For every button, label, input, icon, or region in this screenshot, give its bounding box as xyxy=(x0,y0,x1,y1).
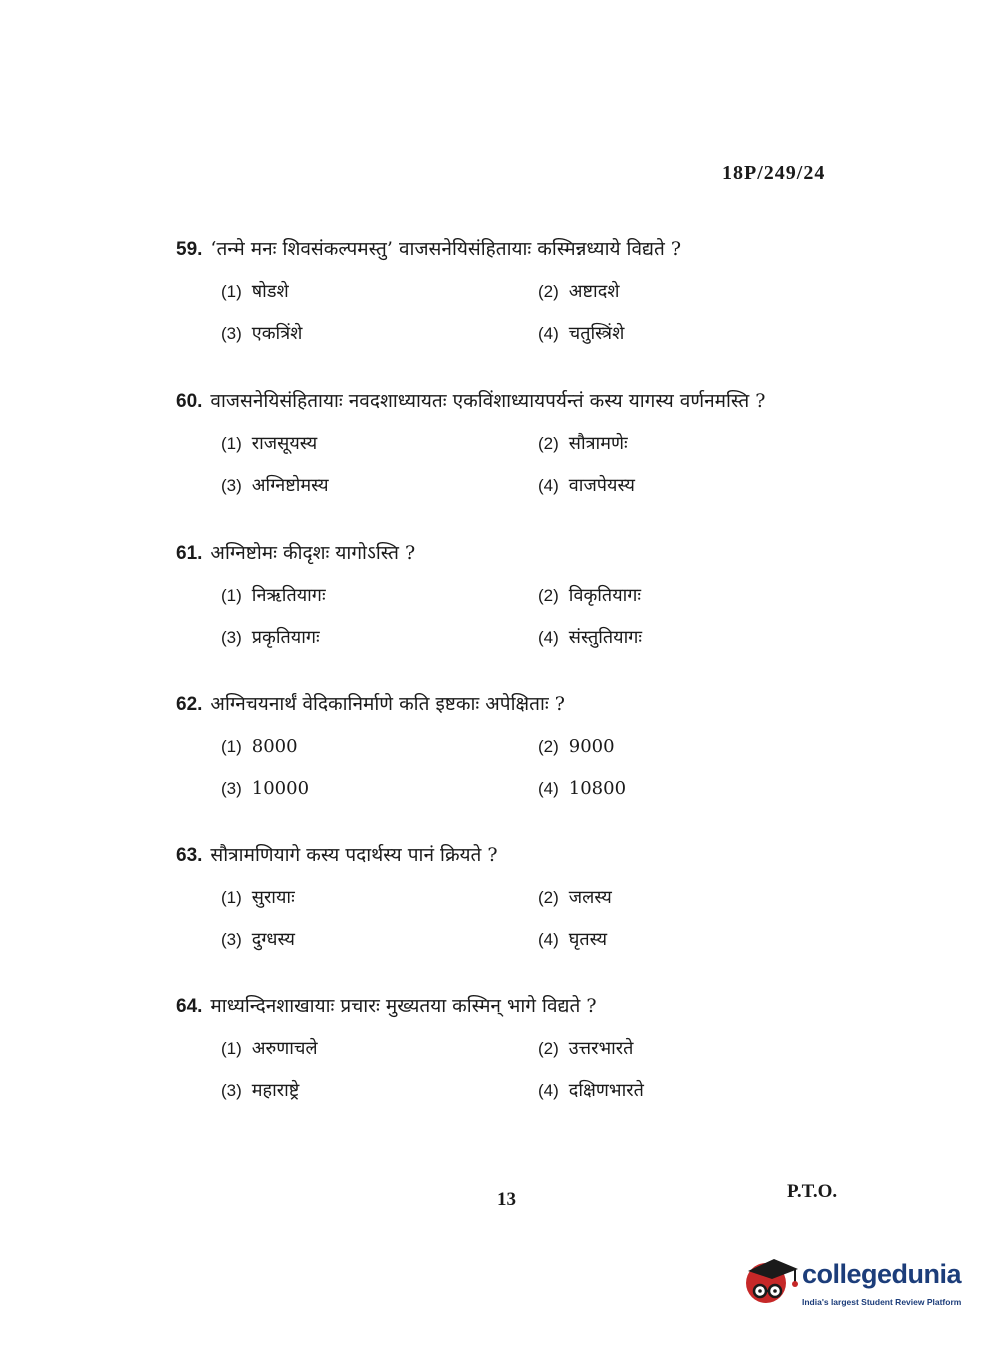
question-stem: अग्निचयनार्थं वेदिकानिर्माणे कति इष्टकाः अपेक्षिताः ? xyxy=(210,693,565,715)
question-text xyxy=(176,691,876,718)
option-text: षोडशे xyxy=(251,281,289,302)
option-4 xyxy=(538,473,635,499)
option-number: (4) xyxy=(538,930,559,949)
option-1 xyxy=(221,279,289,305)
option-row xyxy=(176,927,876,953)
option-text: घृतस्य xyxy=(568,929,608,950)
option-number: (1) xyxy=(221,282,242,301)
option-text: निऋतियागः xyxy=(251,585,326,606)
option-text: विकृतियागः xyxy=(568,585,642,606)
option-1 xyxy=(221,885,295,911)
option-text: सुरायाः xyxy=(251,887,295,908)
option-text: संस्तुतियागः xyxy=(568,627,643,648)
question-stem: वाजसनेयिसंहितायाः नवदशाध्यायतः एकविंशाध्यायपर्यन्तं कस्य यागस्य वर्णनमस्ति ? xyxy=(210,390,766,412)
option-text: 10800 xyxy=(568,778,627,799)
option-number: (1) xyxy=(221,888,242,907)
option-text: अरुणाचले xyxy=(251,1038,318,1059)
option-2 xyxy=(538,1036,633,1062)
page-number: 13 xyxy=(497,1189,516,1210)
option-1 xyxy=(221,583,326,609)
option-4 xyxy=(538,776,626,802)
option-4 xyxy=(538,625,642,651)
option-text: एकत्रिंशे xyxy=(251,323,303,344)
question-number: 59. xyxy=(176,239,203,260)
question-number: 61. xyxy=(176,543,203,564)
question-59 xyxy=(176,236,876,347)
option-row xyxy=(176,431,876,457)
option-text: महाराष्ट्रे xyxy=(251,1080,300,1101)
question-number: 62. xyxy=(176,694,203,715)
option-number: (2) xyxy=(538,888,559,907)
option-4 xyxy=(538,927,607,953)
question-text xyxy=(176,236,876,263)
option-4 xyxy=(538,321,624,347)
option-number: (1) xyxy=(221,737,242,756)
option-2 xyxy=(538,279,620,305)
option-number: (4) xyxy=(538,628,559,647)
question-text xyxy=(176,842,876,869)
option-number: (3) xyxy=(221,779,242,798)
option-number: (2) xyxy=(538,586,559,605)
option-text: 10000 xyxy=(251,778,310,799)
option-text: प्रकृतियागः xyxy=(251,627,320,648)
option-3 xyxy=(221,1078,299,1104)
pto-label: P.T.O. xyxy=(787,1181,838,1202)
option-text: सौत्रामणेः xyxy=(568,433,628,454)
question-63 xyxy=(176,842,876,953)
option-number: (2) xyxy=(538,737,559,756)
question-text xyxy=(176,540,876,567)
option-text: 9000 xyxy=(568,736,615,757)
option-3 xyxy=(221,321,302,347)
option-number: (1) xyxy=(221,1039,242,1058)
option-number: (2) xyxy=(538,434,559,453)
option-row xyxy=(176,279,876,305)
option-3 xyxy=(221,473,329,499)
option-row xyxy=(176,473,876,499)
option-4 xyxy=(538,1078,644,1104)
option-number: (4) xyxy=(538,324,559,343)
question-60 xyxy=(176,388,876,499)
question-stem: अग्निष्टोमः कीदृशः यागोऽस्ति ? xyxy=(210,542,416,564)
brand-tagline: India's largest Student Review Platform xyxy=(802,1297,962,1307)
option-2 xyxy=(538,734,615,760)
option-2 xyxy=(538,583,641,609)
option-number: (2) xyxy=(538,282,559,301)
option-3 xyxy=(221,927,295,953)
option-text: 8000 xyxy=(251,736,298,757)
question-number: 63. xyxy=(176,845,203,866)
question-number: 60. xyxy=(176,391,203,412)
question-61 xyxy=(176,540,876,651)
question-62 xyxy=(176,691,876,802)
option-number: (3) xyxy=(221,628,242,647)
paper-code: 18P/249/24 xyxy=(722,162,826,184)
question-text xyxy=(176,388,876,415)
option-number: (3) xyxy=(221,1081,242,1100)
option-row xyxy=(176,1036,876,1062)
option-number: (3) xyxy=(221,324,242,343)
option-row xyxy=(176,321,876,347)
option-text: राजसूयस्य xyxy=(251,433,318,454)
option-number: (3) xyxy=(221,930,242,949)
option-number: (3) xyxy=(221,476,242,495)
option-3 xyxy=(221,776,309,802)
question-64 xyxy=(176,993,876,1104)
option-3 xyxy=(221,625,320,651)
option-text: जलस्य xyxy=(568,887,612,908)
question-stem: माध्यन्दिनशाखायाः प्रचारः मुख्यतया कस्मिन् भागे विद्यते ? xyxy=(210,995,597,1017)
option-number: (2) xyxy=(538,1039,559,1058)
option-row xyxy=(176,734,876,760)
option-row xyxy=(176,583,876,609)
option-text: अष्टादशे xyxy=(568,281,620,302)
option-1 xyxy=(221,431,317,457)
option-text: दुग्धस्य xyxy=(251,929,295,950)
option-text: उत्तरभारते xyxy=(568,1038,634,1059)
option-row xyxy=(176,1078,876,1104)
question-stem: ‘तन्मे मनः शिवसंकल्पमस्तु’ वाजसनेयिसंहितायाः कस्मिन्नध्याये विद्यते ? xyxy=(210,238,682,260)
option-2 xyxy=(538,431,628,457)
brand-name: collegedunia xyxy=(802,1259,962,1289)
question-stem: सौत्रामणियागे कस्य पदार्थस्य पानं क्रियते ? xyxy=(210,844,498,866)
option-row xyxy=(176,885,876,911)
option-text: चतुस्त्रिंशे xyxy=(568,323,625,344)
option-text: वाजपेयस्य xyxy=(568,475,635,496)
option-number: (1) xyxy=(221,586,242,605)
option-2 xyxy=(538,885,612,911)
question-number: 64. xyxy=(176,996,203,1017)
option-number: (4) xyxy=(538,1081,559,1100)
question-text xyxy=(176,993,876,1020)
option-row xyxy=(176,625,876,651)
option-number: (4) xyxy=(538,779,559,798)
option-number: (1) xyxy=(221,434,242,453)
mascot-icon xyxy=(742,1247,800,1313)
option-number: (4) xyxy=(538,476,559,495)
option-text: दक्षिणभारते xyxy=(568,1080,644,1101)
option-1 xyxy=(221,734,298,760)
collegedunia-watermark xyxy=(742,1247,972,1327)
option-1 xyxy=(221,1036,318,1062)
option-text: अग्निष्टोमस्य xyxy=(251,475,329,496)
option-row xyxy=(176,776,876,802)
